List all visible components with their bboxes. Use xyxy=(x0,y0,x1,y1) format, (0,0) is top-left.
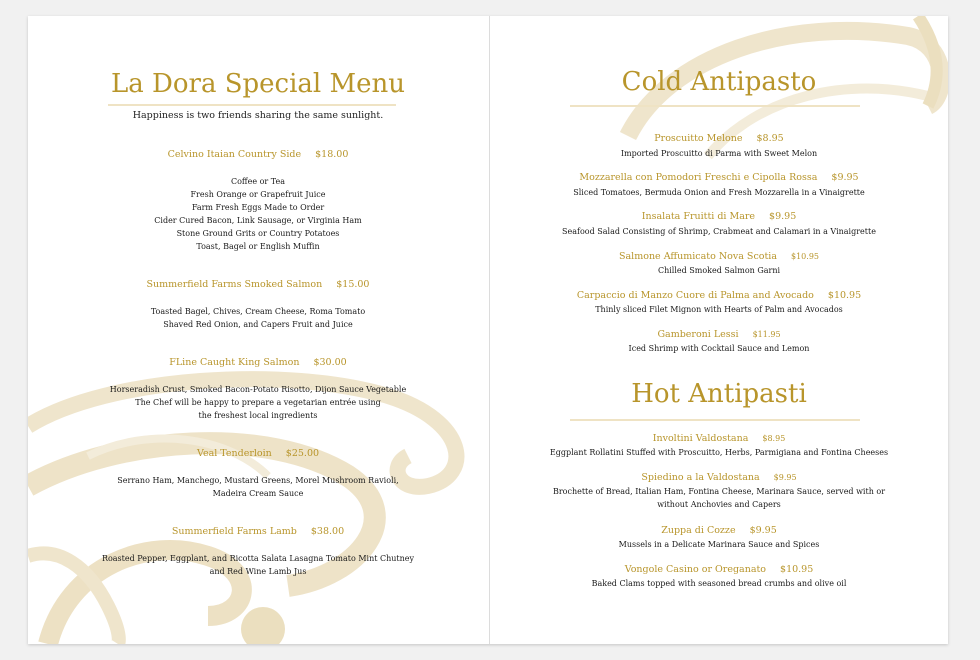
item-price: $11.95 xyxy=(752,330,781,339)
item-name: Vongole Casino or Oreganato xyxy=(624,564,767,575)
item-price: $8.95 xyxy=(762,434,786,443)
item-description xyxy=(490,264,948,277)
description-line: Imported Proscuitto di Parma with Sweet Melon xyxy=(620,149,818,158)
item-name: Carpaccio di Manzo Cuore di Palma and Avocado xyxy=(576,290,814,301)
item-description xyxy=(490,303,948,316)
item-price: $9.95 xyxy=(773,473,797,482)
item-name: Veal Tenderloin xyxy=(196,448,272,459)
description-line: Coffee or Tea xyxy=(230,177,286,186)
item-name: Gamberoni Lessi xyxy=(657,329,739,340)
item-price: $10.95 xyxy=(791,252,819,261)
description-line: Eggplant Rollatini Stuffed with Proscuitto, Herbs, Parmigiana and Fontina Cheeses xyxy=(549,448,889,457)
item-description xyxy=(28,383,488,422)
item-description xyxy=(490,538,948,551)
item-name: Mozzarella con Pomodori Freschi e Cipolla Rossa xyxy=(579,172,818,183)
description-line: Fresh Orange or Grapefruit Juice xyxy=(190,190,326,199)
item-price: $9.95 xyxy=(769,211,797,222)
description-line: Toasted Bagel, Chives, Cream Cheese, Roma Tomato xyxy=(150,307,366,316)
menu-item-heading xyxy=(490,211,948,223)
description-line: the freshest local ingredients xyxy=(198,411,318,420)
item-description xyxy=(28,552,488,578)
item-description xyxy=(490,485,948,511)
item-name: Zuppa di Cozze xyxy=(661,525,736,536)
item-name: Celvino Itaian Country Side xyxy=(167,149,302,160)
menu-item-heading xyxy=(490,525,948,537)
menu-item-heading xyxy=(28,448,488,460)
item-name: FLine Caught King Salmon xyxy=(169,357,300,368)
item-name: Involtini Valdostana xyxy=(652,433,749,444)
item-description xyxy=(490,577,948,590)
cold-title-underline xyxy=(570,105,860,107)
item-description xyxy=(490,186,948,199)
description-line: The Chef will be happy to prepare a vegetarian entrée using xyxy=(135,398,381,407)
description-line: Thinly sliced Filet Mignon with Hearts of Palm and Avocados xyxy=(595,305,843,314)
menu-item-heading xyxy=(490,133,948,145)
item-price: $38.00 xyxy=(310,526,345,537)
hot-title-underline xyxy=(570,419,860,421)
description-line: Brochette of Bread, Italian Ham, Fontina Cheese, Marinara Sauce, served with or xyxy=(552,487,886,496)
menu-item-heading xyxy=(490,329,948,341)
item-name: Summerfield Farms Lamb xyxy=(171,526,297,537)
menu-item-heading xyxy=(490,433,948,445)
description-line: Chilled Smoked Salmon Garni xyxy=(657,266,781,275)
item-price: $30.00 xyxy=(313,357,347,368)
description-line: and Red Wine Lamb Jus xyxy=(209,567,307,576)
item-description xyxy=(490,147,948,160)
item-description xyxy=(490,446,948,459)
item-price: $15.00 xyxy=(336,279,370,290)
item-price: $9.95 xyxy=(831,172,859,183)
item-description xyxy=(28,305,488,331)
description-line: without Anchovies and Capers xyxy=(657,500,781,509)
item-name: Summerfield Farms Smoked Salmon xyxy=(146,279,323,290)
menu-item-heading xyxy=(28,279,488,291)
description-line: Stone Ground Grits or Country Potatoes xyxy=(176,229,340,238)
item-price: $9.95 xyxy=(749,525,777,536)
tagline: Happiness is two friends sharing the same sunlight. xyxy=(132,110,384,121)
cold-antipasto-title: Cold Antipasto xyxy=(621,67,817,97)
description-line: Shaved Red Onion, and Capers Fruit and Juice xyxy=(163,320,353,329)
menu-item-heading xyxy=(490,251,948,263)
menu-item-heading xyxy=(28,357,488,369)
description-line: Madeira Cream Sauce xyxy=(212,489,304,498)
item-price: $25.00 xyxy=(285,448,320,459)
item-price: $10.95 xyxy=(780,564,814,575)
item-description xyxy=(490,342,948,355)
description-line: Horseradish Crust, Smoked Bacon-Potato Risotto, Dijon Sauce Vegetable xyxy=(109,385,407,394)
left-page xyxy=(28,16,488,644)
description-line: Cider Cured Bacon, Link Sausage, or Virginia Ham xyxy=(154,216,362,225)
item-description xyxy=(490,225,948,238)
description-line: Toast, Bagel or English Muffin xyxy=(196,242,320,251)
title-underline xyxy=(108,104,396,106)
item-description xyxy=(28,474,488,500)
description-line: Farm Fresh Eggs Made to Order xyxy=(191,203,325,212)
menu-spread xyxy=(28,16,948,644)
description-line: Iced Shrimp with Cocktail Sauce and Lemon xyxy=(628,344,810,353)
menu-item-heading xyxy=(490,290,948,302)
description-line: Roasted Pepper, Eggplant, and Ricotta Salata Lasagna Tomato Mint Chutney xyxy=(101,554,415,563)
item-name: Insalata Fruitti di Mare xyxy=(641,211,756,222)
description-line: Seafood Salad Consisting of Shrimp, Crabmeat and Calamari in a Vinaigrette xyxy=(562,227,876,236)
right-page xyxy=(490,16,948,644)
item-name: Salmone Affumicato Nova Scotia xyxy=(619,251,777,262)
item-price: $18.00 xyxy=(315,149,349,160)
menu-item-heading xyxy=(490,172,948,184)
description-line: Serrano Ham, Manchego, Mustard Greens, Morel Mushroom Ravioli, xyxy=(117,476,399,485)
menu-item-heading xyxy=(28,526,488,538)
hot-antipasti-title: Hot Antipasti xyxy=(631,379,807,409)
menu-item-heading xyxy=(490,472,948,484)
description-line: Baked Clams topped with seasoned bread crumbs and olive oil xyxy=(591,579,847,588)
item-description xyxy=(28,175,488,253)
description-line: Mussels in a Delicate Marinara Sauce and Spices xyxy=(618,540,820,549)
special-menu-title: La Dora Special Menu xyxy=(110,69,406,99)
menu-item-heading xyxy=(490,564,948,576)
menu-item-heading xyxy=(28,149,488,161)
item-name: Proscuitto Melone xyxy=(654,133,743,144)
item-price: $10.95 xyxy=(827,290,862,301)
description-line: Sliced Tomatoes, Bermuda Onion and Fresh Mozzarella in a Vinaigrette xyxy=(573,188,865,197)
item-price: $8.95 xyxy=(756,133,784,144)
item-name: Spiedino a la Valdostana xyxy=(641,472,760,483)
